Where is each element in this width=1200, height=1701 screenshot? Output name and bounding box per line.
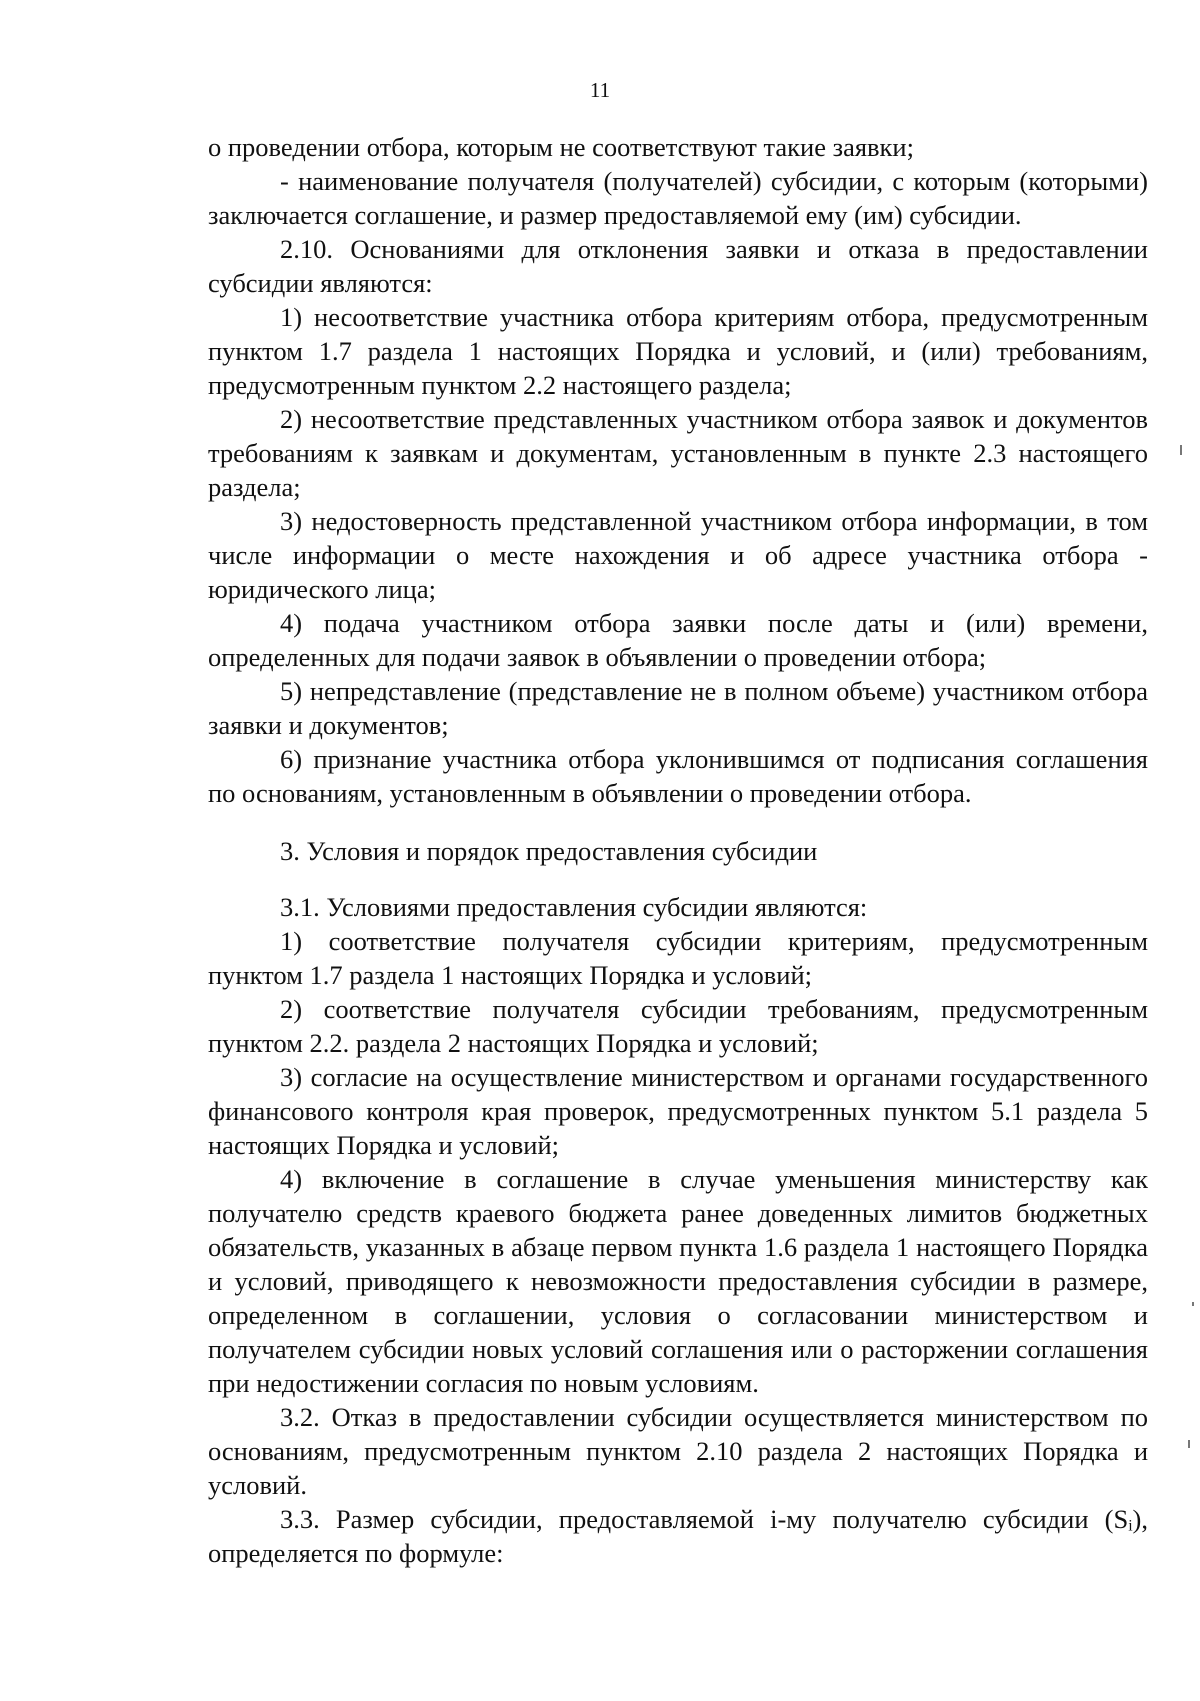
paragraph: 6) признание участника отбора уклонившимся от подписания соглашения по основаниям, установленным в объявлении о проведении отбора. — [208, 744, 1148, 808]
paragraph: 3.1. Условиями предоставления субсидии являются: — [280, 892, 868, 922]
paragraph: - наименование получателя (получателей) субсидии, с которым (которыми) заключается соглашение, и размер предоставляемой ему (им) субсидии. — [208, 166, 1148, 230]
paragraph: 3) согласие на осуществление министерством и органами государственного финансового контроля края проверок, предусмотренных пунктом 5.1 раздела 5 настоящих Порядка и условий; — [208, 1062, 1148, 1160]
paragraph: 2) соответствие получателя субсидии требованиям, предусмотренным пунктом 2.2. раздела 2 настоящих Порядка и условий; — [208, 994, 1148, 1058]
paragraph: 5) непредставление (представление не в полном объеме) участником отбора заявки и документов; — [208, 676, 1148, 740]
paragraph: о проведении отбора, которым не соответствуют такие заявки; — [208, 132, 914, 162]
paragraph: 4) подача участником отбора заявки после даты и (или) времени, определенных для подачи заявок в объявлении о проведении отбора; — [208, 608, 1148, 672]
paragraph: 1) несоответствие участника отбора критериям отбора, предусмотренным пунктом 1.7 раздела 1 настоящих Порядка и условий, и (или) требованиям, предусмотренным пунктом 2.2 настоящего раздела; — [208, 302, 1148, 400]
section-heading: 3. Условия и порядок предоставления субсидии — [280, 836, 818, 866]
document-body — [208, 130, 1148, 1570]
paragraph: 2.10. Основаниями для отклонения заявки и отказа в предоставлении субсидии являются: — [208, 234, 1148, 298]
paragraph: 3.3. Размер субсидии, предоставляемой i-му получателю субсидии (Sᵢ), определяется по формуле: — [208, 1504, 1148, 1568]
paragraph: 3.2. Отказ в предоставлении субсидии осуществляется министерством по основаниям, предусмотренным пунктом 2.10 раздела 2 настоящих Порядка и условий. — [208, 1402, 1148, 1500]
scan-artifact — [1192, 1302, 1194, 1306]
paragraph: 1) соответствие получателя субсидии критериям, предусмотренным пунктом 1.7 раздела 1 настоящих Порядка и условий; — [208, 926, 1148, 990]
scan-artifact — [1180, 445, 1182, 455]
page-number: 11 — [589, 78, 611, 102]
paragraph: 2) несоответствие представленных участником отбора заявок и документов требованиям к заявкам и документам, установленным в пункте 2.3 настоящего раздела; — [208, 404, 1148, 502]
paragraph: 3) недостоверность представленной участником отбора информации, в том числе информации о месте нахождения и об адресе участника отбора - юридического лица; — [208, 506, 1148, 604]
scan-artifact — [1188, 1440, 1190, 1448]
paragraph: 4) включение в соглашение в случае уменьшения министерству как получателю средств краевого бюджета ранее доведенных лимитов бюджетных обязательств, указанных в абзаце первом пункта 1.6 раздела 1 настоящего Порядка и условий, приводящего к невозможности предоставления субсидии в размере, определенном в соглашении, условия о согласовании министерством и получателем субсидии новых условий соглашения или о расторжении соглашения при недостижении согласия по новым условиям. — [208, 1164, 1148, 1398]
